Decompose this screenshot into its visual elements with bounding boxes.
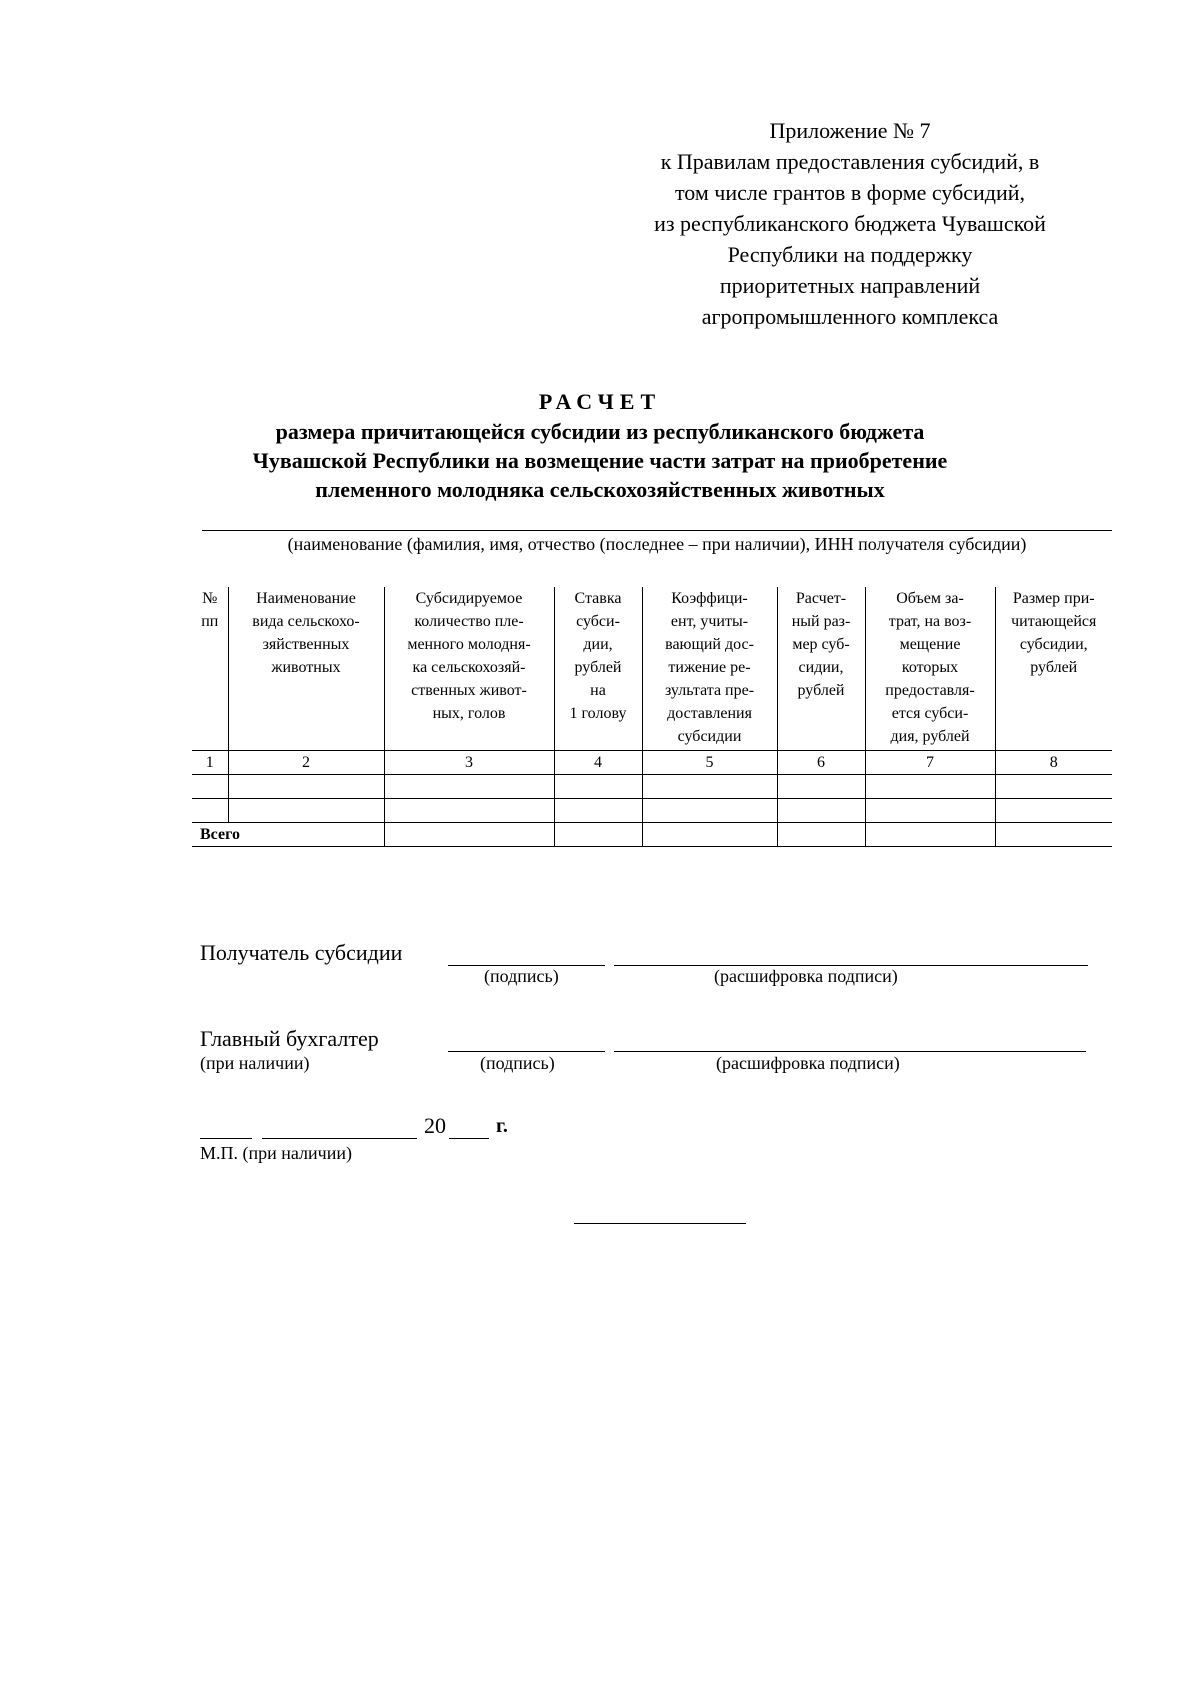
table-cell[interactable] — [642, 775, 777, 799]
appendix-line: Республики на поддержку — [727, 242, 973, 267]
table-row — [192, 775, 1112, 799]
table-cell[interactable] — [777, 775, 865, 799]
accountant-signature-line[interactable] — [448, 1051, 605, 1052]
appendix-block — [600, 115, 1100, 332]
column-number: 3 — [384, 751, 554, 775]
table-cell[interactable] — [384, 823, 554, 847]
date-day-line[interactable] — [200, 1138, 252, 1139]
accountant-decoding-line[interactable] — [614, 1051, 1086, 1052]
title-sub-line: племенного молодняка сельскохозяйственных животных — [315, 477, 885, 502]
table-cell[interactable] — [642, 799, 777, 823]
appendix-line: том числе грантов в форме субсидий, — [674, 180, 1026, 205]
column-number: 7 — [865, 751, 995, 775]
table-cell[interactable] — [995, 799, 1112, 823]
date-year-prefix: 20 — [424, 1113, 446, 1138]
end-separator-line — [574, 1223, 746, 1224]
column-number: 2 — [228, 751, 384, 775]
header-cell: Размер при- читающейся субсидии, рублей — [1011, 590, 1097, 676]
signature-caption: (подпись) — [484, 966, 559, 986]
column-number: 1 — [192, 751, 228, 775]
table-cell[interactable] — [995, 823, 1112, 847]
table-row — [192, 799, 1112, 823]
table-cell[interactable] — [554, 823, 642, 847]
header-cell: Субсидируемое количество пле- менного молодня- ка сельскохозяй- ственных живот- ных, голов — [384, 587, 554, 751]
stamp-label: М.П. (при наличии) — [200, 1143, 352, 1163]
table-cell[interactable] — [554, 775, 642, 799]
table-cell[interactable] — [865, 823, 995, 847]
table-cell[interactable] — [865, 775, 995, 799]
date-month-line[interactable] — [262, 1138, 417, 1139]
calculation-table — [192, 587, 1112, 847]
title-main: РАСЧЕТ — [538, 389, 662, 414]
signature-caption: (подпись) — [480, 1053, 555, 1073]
decoding-caption: (расшифровка подписи) — [714, 966, 898, 986]
header-cell: Расчет- ный раз- мер суб- сидии, рублей — [777, 587, 865, 751]
appendix-line: из республиканского бюджета Чувашской — [654, 211, 1046, 236]
title-sub-line: размера причитающейся субсидии из республиканского бюджета — [275, 419, 925, 444]
recipient-name-line[interactable] — [202, 530, 1112, 531]
appendix-line: приоритетных направлений — [719, 273, 981, 298]
table-cell[interactable] — [228, 775, 384, 799]
table-cell[interactable] — [642, 823, 777, 847]
column-number: 8 — [995, 751, 1112, 775]
appendix-line: к Правилам предоставления субсидий, в — [660, 149, 1040, 174]
table-cell[interactable] — [192, 775, 228, 799]
table-header-row — [192, 587, 1112, 751]
date-year-suffix: г. — [496, 1115, 508, 1137]
column-number-row — [192, 751, 1112, 775]
table-cell[interactable] — [384, 775, 554, 799]
table-cell[interactable] — [777, 799, 865, 823]
table-cell[interactable] — [384, 799, 554, 823]
column-number: 4 — [554, 751, 642, 775]
accountant-label: Главный бухгалтер — [200, 1026, 379, 1051]
document-title — [150, 387, 1050, 504]
header-cell: № пп — [192, 587, 228, 751]
title-sub-line: Чувашской Республики на возмещение части затрат на приобретение — [252, 448, 948, 473]
column-number: 6 — [777, 751, 865, 775]
table-cell[interactable] — [554, 799, 642, 823]
appendix-line: Приложение № 7 — [769, 118, 931, 143]
header-cell: Объем за- трат, на воз- мещение которых предоставля- ется субси- дия, рублей — [865, 587, 995, 751]
recipient-label: Получатель субсидии — [200, 940, 403, 965]
table-cell[interactable] — [777, 823, 865, 847]
accountant-note: (при наличии) — [200, 1053, 310, 1073]
column-number: 5 — [642, 751, 777, 775]
table-cell[interactable] — [228, 799, 384, 823]
header-cell: Наименование вида сельскохо- зяйственных животных — [228, 587, 384, 751]
header-cell: Ставка субси- дии, рублей на 1 голову — [554, 587, 642, 751]
table-cell[interactable] — [995, 775, 1112, 799]
recipient-name-caption: (наименование (фамилия, имя, отчество (последнее – при наличии), ИНН получателя субсидии) — [287, 534, 1027, 554]
decoding-caption: (расшифровка подписи) — [716, 1053, 900, 1073]
header-cell: Коэффици- ент, учиты- вающий дос- тижение ре- зультата пре- доставления субсидии — [642, 587, 777, 751]
table-cell[interactable] — [192, 799, 228, 823]
total-label: Всего — [192, 823, 384, 847]
date-year-line[interactable] — [449, 1138, 489, 1139]
appendix-line: агропромышленного комплекса — [701, 304, 999, 329]
table-cell[interactable] — [865, 799, 995, 823]
total-row — [192, 823, 1112, 847]
